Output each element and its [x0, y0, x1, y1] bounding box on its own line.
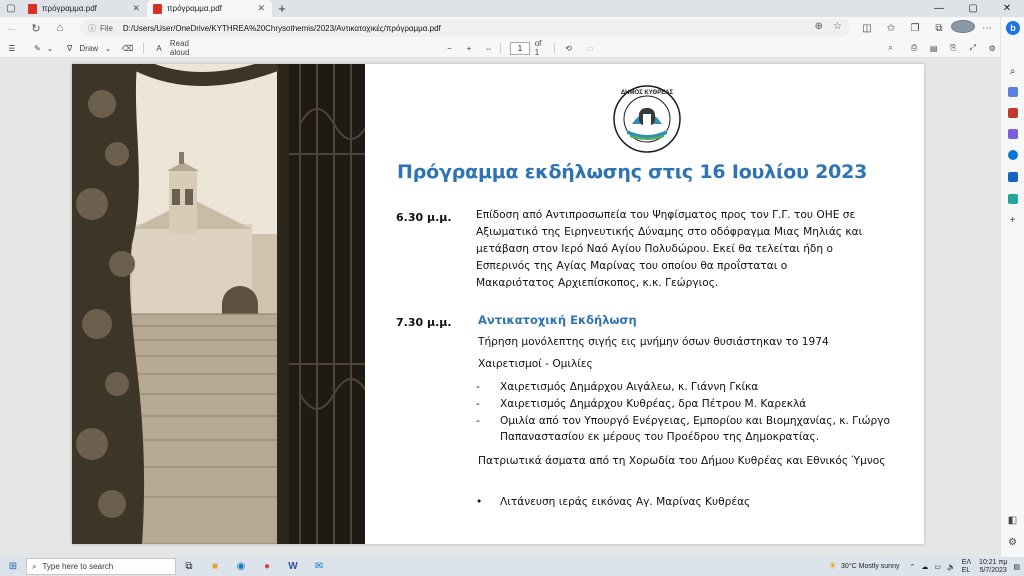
clock[interactable]	[979, 559, 1007, 575]
speech-text: Χαιρετισμός Δημάρχου Αιγάλεω, κ. Γιάννη Γκίκα	[500, 381, 759, 393]
tab-actions-icon[interactable]: ▢	[6, 3, 16, 14]
highlight-icon[interactable]: ✎	[33, 43, 41, 53]
rotate-icon[interactable]: ⟲	[565, 43, 572, 53]
tab-2-label: πρόγραμμα.pdf	[167, 4, 222, 13]
speech-item	[476, 413, 908, 445]
favorites-icon[interactable]: ✩	[886, 22, 896, 34]
event-heading: Αντικατοχική Εκδήλωση	[478, 313, 637, 327]
extensions-icon[interactable]: ⧉	[935, 22, 943, 34]
tab-1-label: πρόγραμμα.pdf	[42, 4, 97, 13]
back-icon[interactable]: ←	[6, 22, 18, 34]
church-stairs-photo	[72, 64, 365, 544]
system-tray	[828, 557, 1020, 576]
dash-marker: -	[476, 381, 480, 393]
clock-date: 5/7/2023	[979, 566, 1007, 574]
profile-avatar[interactable]	[951, 20, 975, 36]
add-icon[interactable]: +	[1009, 215, 1016, 226]
address-input[interactable]	[80, 19, 850, 37]
language-code: ΕΛ	[961, 558, 972, 566]
search-placeholder: Type here to search	[42, 562, 114, 571]
procession-text: Λιτάνευση ιεράς εικόνας Αγ. Μαρίνας Κυθρέας	[500, 496, 751, 508]
network-icon[interactable]: ▭	[934, 563, 941, 571]
item-1-line: Εσπερινός της Αγίας Μαρίνας του οποίου θα προΐσταται ο	[476, 260, 788, 272]
refresh-icon[interactable]: ↻	[31, 22, 41, 35]
save-icon[interactable]: ▤	[929, 43, 938, 53]
search-icon: ⌕	[32, 561, 37, 571]
address-bar-row	[0, 17, 1000, 39]
office-icon[interactable]	[1006, 148, 1019, 161]
songs-line: Πατριωτικά άσματα από τη Χορωδία του Δήμου Κυθρέας και Εθνικός Ύμνος	[478, 455, 886, 467]
weather-text[interactable]: 30°C Mostly sunny	[841, 563, 900, 570]
windows-start-icon[interactable]: ⊞	[8, 561, 18, 572]
close-window-icon[interactable]: ✕	[1002, 3, 1012, 14]
language-indicator[interactable]	[962, 559, 971, 575]
procession-item	[476, 494, 908, 510]
settings-gear-icon[interactable]: ⚙	[988, 43, 996, 53]
fit-page-icon[interactable]: ⇔	[484, 43, 493, 53]
task-view-icon[interactable]: ⧉	[185, 561, 193, 572]
tab-close-icon[interactable]: ✕	[132, 3, 140, 13]
weather-icon: ☀	[828, 561, 838, 572]
bullet-marker: •	[476, 496, 483, 508]
contents-icon[interactable]: ☰	[8, 43, 16, 53]
tag-icon[interactable]	[1006, 85, 1019, 98]
draw-label[interactable]: Draw	[79, 43, 99, 53]
search-icon[interactable]: ⌕	[888, 43, 893, 52]
file-explorer-icon[interactable]: ■	[211, 561, 219, 572]
page-total: of 1	[534, 39, 542, 57]
taskbar-search-input[interactable]	[26, 558, 176, 575]
dash-marker: -	[476, 398, 480, 410]
chevron-down-icon[interactable]: ⌄	[104, 43, 112, 53]
url-text[interactable]: D:/Users/User/OneDrive/KYTHREA%20Chrysothemis/2023/Αντικατοχικές/πρόγραμμα.pdf	[122, 23, 441, 33]
tools-icon[interactable]	[1006, 106, 1019, 119]
read-aloud-icon[interactable]: A	[156, 43, 162, 53]
page-view-icon: ▭	[586, 43, 594, 53]
read-aloud-button[interactable]: Read aloud	[169, 39, 190, 57]
collections-icon[interactable]: ❐	[910, 22, 920, 34]
chrome-icon[interactable]: ●	[263, 561, 271, 572]
edge-icon[interactable]: ◉	[236, 561, 246, 572]
silence-line: Τήρηση μονόλεπτης σιγής εις μνήμην όσων θυσιάστηκαν το 1974	[478, 336, 829, 348]
file-label: File	[100, 23, 113, 33]
sidebar-toggle-icon[interactable]: ◧	[1007, 515, 1018, 526]
speech-item	[476, 379, 908, 395]
page-number-input[interactable]: 1	[510, 42, 529, 55]
maximize-icon[interactable]: ▢	[968, 3, 978, 14]
edge-sidebar	[1000, 17, 1024, 557]
speech-item	[476, 396, 908, 412]
item-1-text	[476, 207, 906, 292]
pdf-page	[72, 64, 924, 544]
info-icon[interactable]: ⓘ	[88, 23, 96, 33]
more-menu-icon[interactable]: ⋯	[982, 22, 992, 34]
pdf-viewer[interactable]	[0, 58, 1000, 557]
speech-text: Χαιρετισμός Δημάρχου Κυθρέας, δρα Πέτρου Μ. Καρεκλά	[500, 398, 807, 410]
item-1-line: Μακαριότατος Αρχιεπίσκοπος, κ.κ. Γεώργιος.	[476, 277, 719, 289]
tab-2[interactable]	[147, 0, 272, 17]
tab-close-icon[interactable]: ✕	[257, 3, 265, 13]
time-item-2: 7.30 μ.μ.	[396, 316, 452, 329]
item-1-line: Επίδοση από Αντιπροσωπεία του Ψηφίσματος προς τον Γ.Γ. του ΟΗΕ σε	[476, 209, 856, 221]
pdf-toolbar	[0, 39, 1000, 58]
time-item-1: 6.30 μ.μ.	[396, 211, 452, 224]
minimize-icon[interactable]: —	[934, 3, 944, 14]
save-as-icon[interactable]: ⎘	[949, 43, 957, 52]
tab-1[interactable]	[22, 0, 147, 17]
item-1-line: μετάβαση στον Ιερό Ναό Αγίου Πολυδώρου. Εκεί θα τελείται ήδη ο	[476, 243, 833, 255]
pdf-icon	[153, 4, 162, 14]
mail-icon[interactable]: ✉	[314, 561, 324, 572]
fullscreen-icon[interactable]: ⤢	[969, 43, 976, 52]
logo-text: ΔΗΜΟΣ ΚΥΘΡΕΑΣ	[620, 90, 674, 96]
speech-text: Ομιλία από τον Υπουργό Ενέργειας, Εμπορίου και Βιομηχανίας, κ. Γιώργο Παπαναστασίου εκ μέρους του Προέδρου της Δημοκρατίας.	[500, 415, 891, 443]
search-icon[interactable]: ⌕	[1009, 66, 1016, 77]
zoom-in-icon[interactable]: +	[466, 43, 472, 53]
pdf-icon	[28, 4, 37, 14]
clock-time: 10:21 πμ	[979, 558, 1008, 566]
games-icon[interactable]	[1006, 127, 1019, 140]
new-tab-button[interactable]: +	[278, 1, 286, 16]
erase-icon[interactable]: ⌫	[121, 43, 134, 53]
home-icon[interactable]: ⌂	[56, 22, 64, 34]
print-icon[interactable]: ⎙	[910, 43, 918, 52]
chevron-down-icon[interactable]: ⌄	[46, 43, 54, 53]
volume-icon[interactable]: 🔈	[946, 563, 956, 571]
zoom-out-icon[interactable]: −	[447, 43, 452, 53]
sidebar-settings-icon[interactable]: ⚙	[1008, 537, 1017, 548]
cloud-icon[interactable]: ☁	[921, 563, 929, 571]
dash-marker: -	[476, 415, 480, 427]
municipality-logo	[612, 84, 682, 154]
zoom-icon[interactable]: ⊕	[814, 21, 824, 32]
draw-icon[interactable]: ∇	[66, 43, 73, 53]
window-controls	[922, 0, 1024, 17]
tab-strip	[0, 0, 1024, 17]
item-1-line: Αξιωματικό της Ειρηνευτικής Δύναμης στο οδόφραγμα Μιας Μηλιάς και	[476, 226, 863, 238]
outlook-icon[interactable]	[1006, 170, 1019, 183]
split-screen-icon[interactable]: ◫	[862, 22, 872, 34]
greetings-line: Χαιρετισμοί - Ομιλίες	[478, 358, 593, 370]
favorite-star-icon[interactable]: ☆	[833, 21, 842, 32]
taskbar	[0, 557, 1024, 576]
language-code-2: EL	[961, 566, 971, 574]
notifications-icon[interactable]: ▤	[1013, 563, 1020, 571]
word-icon[interactable]: W	[288, 561, 298, 572]
page-title: Πρόγραμμα εκδήλωσης στις 16 Ιουλίου 2023	[397, 161, 868, 183]
show-hidden-icon[interactable]: ⌃	[909, 563, 916, 571]
drop-icon[interactable]	[1006, 192, 1019, 205]
copilot-icon[interactable]: b	[1006, 21, 1020, 35]
